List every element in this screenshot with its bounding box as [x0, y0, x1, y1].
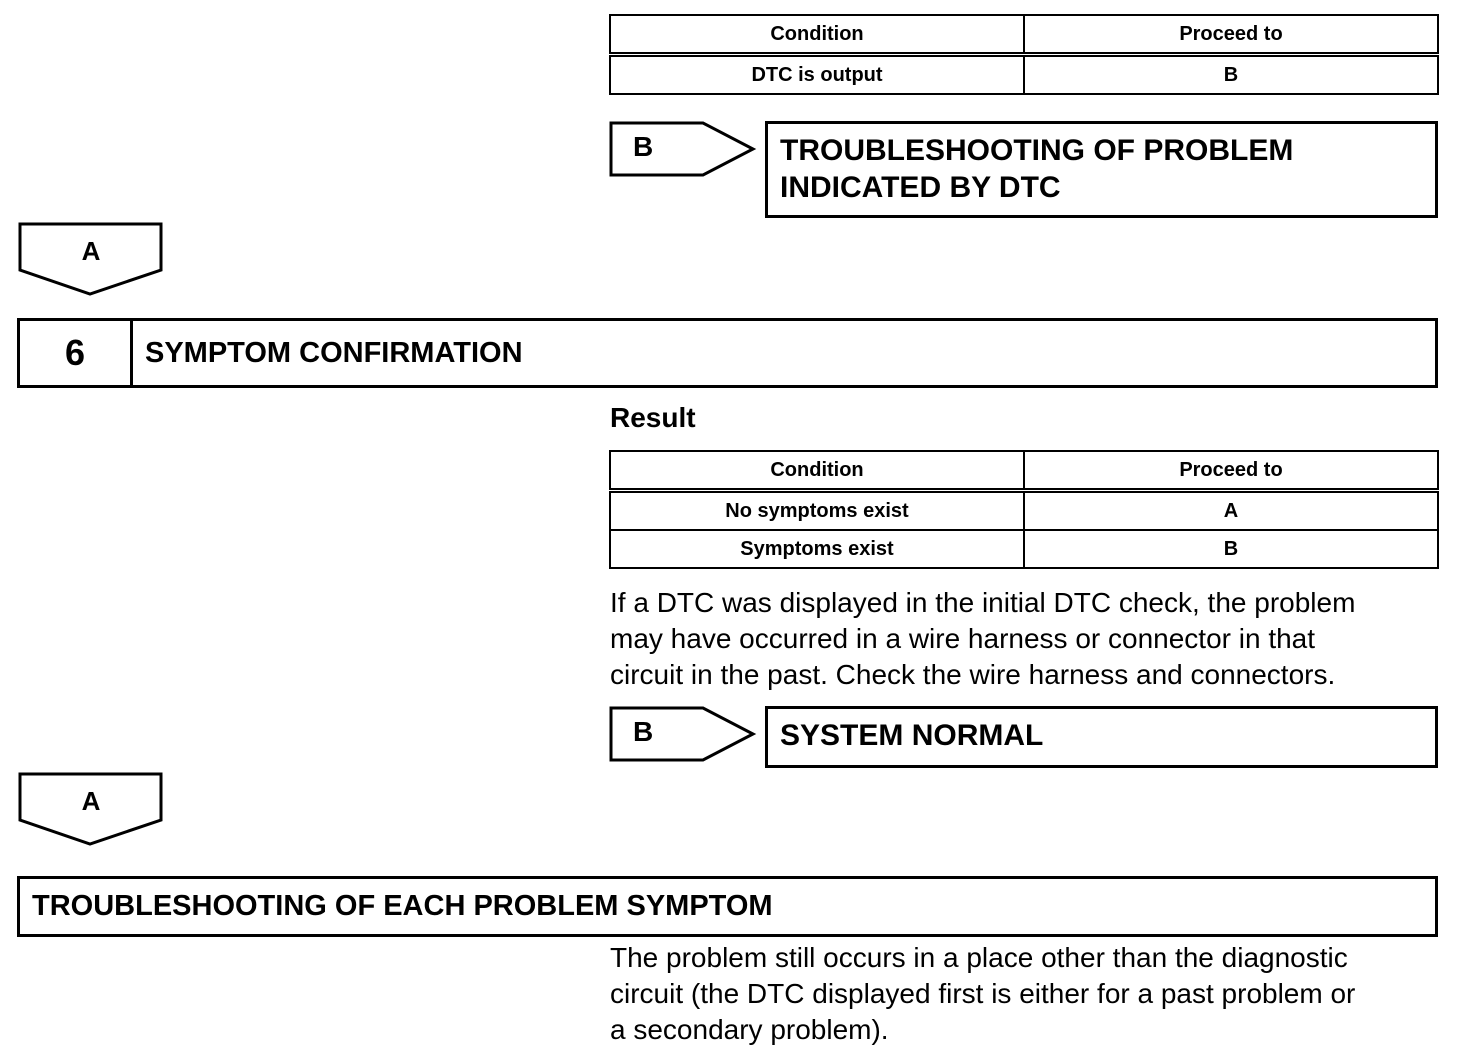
dtc-condition-table: [609, 14, 1439, 95]
branch-b-arrow[interactable]: [609, 121, 757, 177]
target-line: TROUBLESHOOTING OF PROBLEM: [780, 134, 1294, 167]
note-line: circuit (the DTC displayed first is either for a past problem or: [610, 978, 1356, 1009]
table-header-proceed-to: Proceed to: [1024, 451, 1438, 491]
table-cell-condition: DTC is output: [610, 55, 1024, 95]
troubleshooting-dtc-box: [765, 121, 1438, 218]
note-line: a secondary problem).: [610, 1014, 889, 1045]
result-table: [609, 450, 1439, 569]
table-cell-proceed: B: [1024, 55, 1438, 95]
flow-arrow-label: A: [81, 786, 101, 816]
secondary-problem-note: [610, 940, 1355, 1048]
table-row: [610, 491, 1438, 531]
system-normal-box: [765, 706, 1438, 768]
note-line: The problem still occurs in a place other than the diagnostic: [610, 942, 1348, 973]
flow-arrow-a[interactable]: [18, 222, 164, 298]
table-cell-condition: Symptoms exist: [610, 530, 1024, 568]
step-6-header: [17, 318, 1438, 388]
right-pentagon-arrow-icon: [609, 121, 757, 177]
note-line: may have occurred in a wire harness or connector in that: [610, 623, 1316, 654]
table-header-proceed-to: Proceed to: [1024, 15, 1438, 55]
table-cell-proceed: B: [1024, 530, 1438, 568]
note-line: circuit in the past. Check the wire harness and connectors.: [610, 659, 1336, 690]
note-line: If a DTC was displayed in the initial DTC check, the problem: [610, 587, 1356, 618]
flow-arrow-a[interactable]: [18, 772, 164, 848]
branch-label: B: [633, 716, 654, 747]
table-row: [610, 530, 1438, 568]
table-cell-proceed: A: [1024, 491, 1438, 531]
table-header-condition: Condition: [610, 451, 1024, 491]
target-line: SYSTEM NORMAL: [780, 719, 1044, 752]
step-title: SYMPTOM CONFIRMATION: [145, 336, 523, 369]
each-problem-symptom-header: TROUBLESHOOTING OF EACH PROBLEM SYMPTOM: [17, 876, 1438, 937]
target-line: INDICATED BY DTC: [780, 171, 1061, 204]
branch-b-arrow[interactable]: [609, 706, 757, 762]
right-pentagon-arrow-icon: [609, 706, 757, 762]
table-row: [610, 55, 1438, 95]
branch-label: B: [633, 131, 654, 162]
flow-arrow-label: A: [81, 236, 101, 266]
dtc-past-problem-note: [610, 585, 1355, 693]
table-header-condition: Condition: [610, 15, 1024, 55]
result-label: Result: [610, 402, 696, 433]
step-number: 6: [20, 321, 133, 385]
table-cell-condition: No symptoms exist: [610, 491, 1024, 531]
